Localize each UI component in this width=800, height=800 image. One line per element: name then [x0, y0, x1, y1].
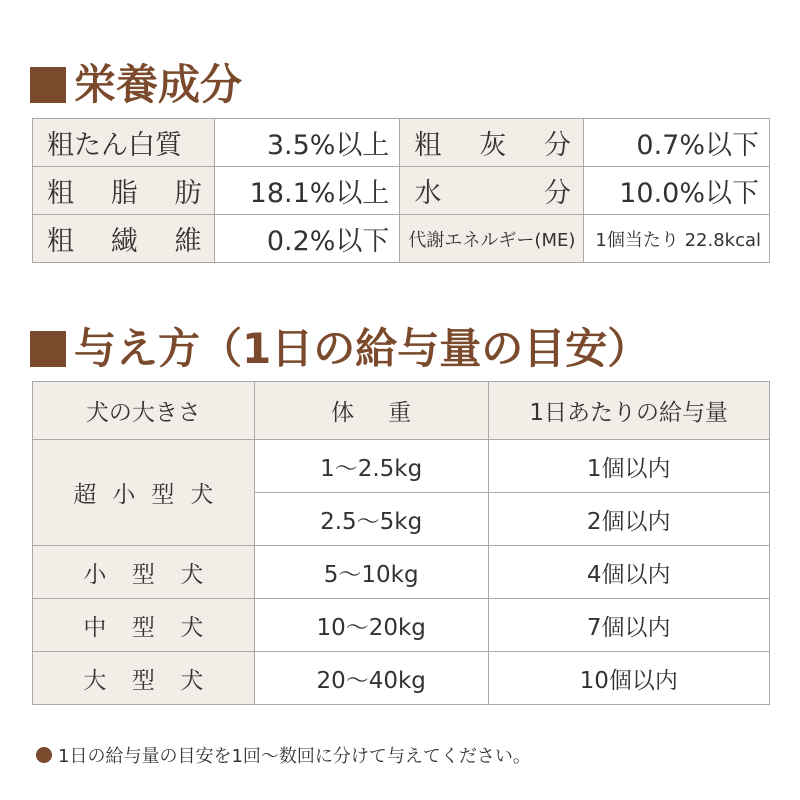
- bullet-dot-icon: [36, 747, 52, 763]
- amount-cell: 4個以内: [488, 546, 770, 599]
- amount-cell: 10個以内: [488, 652, 770, 705]
- weight-cell: 5〜10kg: [254, 546, 488, 599]
- dog-size-cell: 大 型 犬: [33, 652, 255, 705]
- nutrient-label: 粗たん白質: [33, 119, 215, 167]
- feeding-note: [36, 742, 531, 768]
- dog-size-cell: 超 小 型 犬: [33, 440, 255, 546]
- header-dog-size: 犬の大きさ: [33, 382, 255, 440]
- weight-cell: 2.5〜5kg: [254, 493, 488, 546]
- nutrient-label: 粗 繊 維: [33, 215, 215, 263]
- header-daily-amount: 1日あたりの給与量: [488, 382, 770, 440]
- table-row: [33, 599, 770, 652]
- weight-cell: 1〜2.5kg: [254, 440, 488, 493]
- table-row: [33, 440, 770, 493]
- nutrient-value: 0.2%以下: [214, 215, 400, 263]
- feeding-heading: [30, 324, 650, 373]
- amount-cell: 1個以内: [488, 440, 770, 493]
- nutrient-value: 3.5%以上: [214, 119, 400, 167]
- nutrient-value: 0.7%以下: [584, 119, 770, 167]
- nutrient-value: 1個当たり 22.8kcal: [584, 215, 770, 263]
- nutrient-label: 水 分: [400, 167, 584, 215]
- feeding-table: [32, 381, 770, 705]
- weight-cell: 10〜20kg: [254, 599, 488, 652]
- nutrient-label: 粗 灰 分: [400, 119, 584, 167]
- header-weight: 体 重: [254, 382, 488, 440]
- amount-cell: 2個以内: [488, 493, 770, 546]
- nutrition-heading: [30, 60, 243, 109]
- heading-square-icon: [30, 331, 66, 367]
- heading-square-icon: [30, 67, 66, 103]
- nutrition-table: [32, 118, 770, 263]
- table-row: [33, 215, 770, 263]
- table-header-row: [33, 382, 770, 440]
- nutrient-label: 代謝エネルギー(ME): [400, 215, 584, 263]
- nutrient-value: 10.0%以下: [584, 167, 770, 215]
- dog-size-cell: 中 型 犬: [33, 599, 255, 652]
- nutrition-title: 栄養成分: [74, 60, 243, 109]
- table-row: [33, 652, 770, 705]
- table-row: [33, 167, 770, 215]
- nutrient-value: 18.1%以上: [214, 167, 400, 215]
- table-row: [33, 546, 770, 599]
- note-text: 1日の給与量の目安を1回〜数回に分けて与えてください。: [58, 746, 531, 767]
- weight-cell: 20〜40kg: [254, 652, 488, 705]
- feeding-title: 与え方（1日の給与量の目安）: [74, 324, 650, 373]
- nutrient-label: 粗 脂 肪: [33, 167, 215, 215]
- dog-size-cell: 小 型 犬: [33, 546, 255, 599]
- amount-cell: 7個以内: [488, 599, 770, 652]
- table-row: [33, 119, 770, 167]
